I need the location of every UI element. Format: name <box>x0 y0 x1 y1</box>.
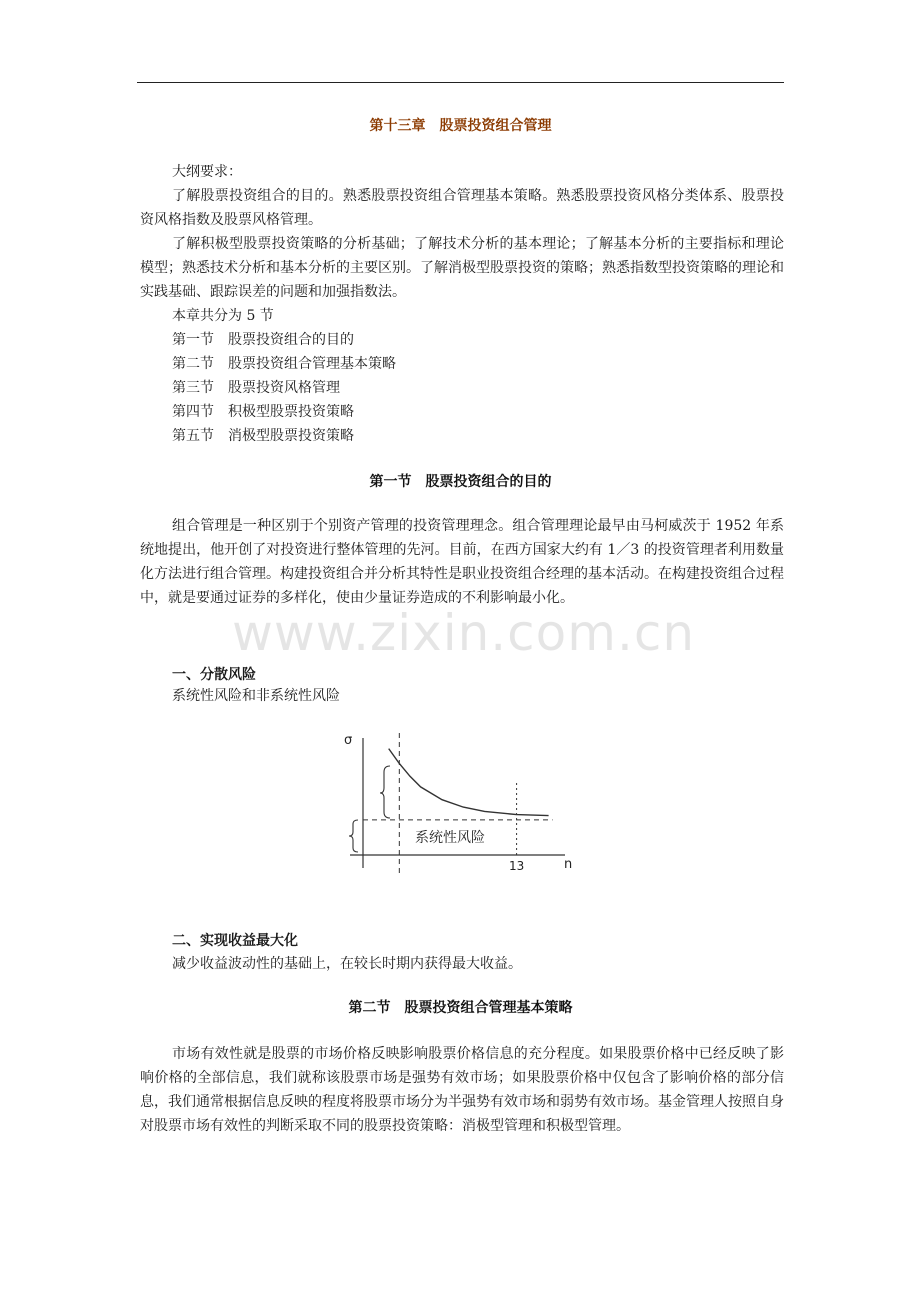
y-axis-label: σ <box>344 733 353 748</box>
watermark: www.zixin.com.cn <box>232 604 696 662</box>
unsystematic-brace <box>380 766 390 818</box>
toc-item: 第五节 消极型股票投资策略 <box>172 428 354 444</box>
toc-item: 第四节 积极型股票投资策略 <box>172 404 354 420</box>
x-axis-label: n <box>564 857 573 872</box>
section-count-line: 本章共分为 5 节 <box>172 308 274 324</box>
syllabus-paragraph-1: 了解股票投资组合的目的。熟悉股票投资组合管理基本策略。熟悉股票投资风格分类体系、股票投资风格指数及股票风格管理。 <box>140 188 784 228</box>
systematic-brace <box>349 820 358 852</box>
chapter-title: 第十三章 股票投资组合管理 <box>369 118 552 134</box>
risk-curve <box>389 749 549 816</box>
header-rule <box>137 82 784 83</box>
toc-item: 第三节 股票投资风格管理 <box>172 380 340 396</box>
x-tick-label-13: 13 <box>508 859 525 873</box>
subsection-diversify-title: 一、分散风险 <box>172 667 256 683</box>
toc-item: 第一节 股票投资组合的目的 <box>172 332 354 348</box>
subsection-return-title: 二、实现收益最大化 <box>172 933 298 949</box>
toc-item: 第二节 股票投资组合管理基本策略 <box>172 356 396 372</box>
section-1-title: 第一节 股票投资组合的目的 <box>369 474 552 490</box>
subsection-return-text: 减少收益波动性的基础上，在较长时期内获得最大收益。 <box>172 956 522 972</box>
section-2-title: 第二节 股票投资组合管理基本策略 <box>348 1000 573 1016</box>
syllabus-heading: 大纲要求： <box>172 164 242 180</box>
syllabus-paragraph-2: 了解积极型股票投资策略的分析基础；了解技术分析的基本理论；了解基本分析的主要指标和理论模型；熟悉技术分析和基本分析的主要区别。了解消极型股票投资的策略；熟悉指数型投资策略的理论和实践基础、跟踪误差的问题和加强指数法。 <box>140 236 784 300</box>
section-2-paragraph: 市场有效性就是股票的市场价格反映影响股票价格信息的充分程度。如果股票价格中已经反映了影响价格的全部信息，我们就称该股票市场是强势有效市场；如果股票价格中仅包含了影响价格的部分信息，我们通常根据信息反映的程度将股票市场分为半强势有效市场和弱势有效市场。基金管理人按照自身对股票市场有效性的判断采取不同的股票投资策略：消极型管理和积极型管理。 <box>140 1046 784 1134</box>
subsection-diversify-text: 系统性风险和非系统性风险 <box>172 688 340 704</box>
systematic-risk-label: 系统性风险 <box>415 830 485 846</box>
section-1-paragraph: 组合管理是一种区别于个别资产管理的投资管理理念。组合管理理论最早由马柯威茨于 1952 年系统地提出，他开创了对投资进行整体管理的先河。目前，在西方国家大约有 1／3 的投资管理者利用数量化方法进行组合管理。构建投资组合并分析其特性是职业投资组合经理的基本活动。在构建投资组合过程中，就是要通过证券的多样化，使由少量证券造成的不利影响最小化。 <box>140 518 784 606</box>
risk-diversification-chart <box>340 728 580 878</box>
